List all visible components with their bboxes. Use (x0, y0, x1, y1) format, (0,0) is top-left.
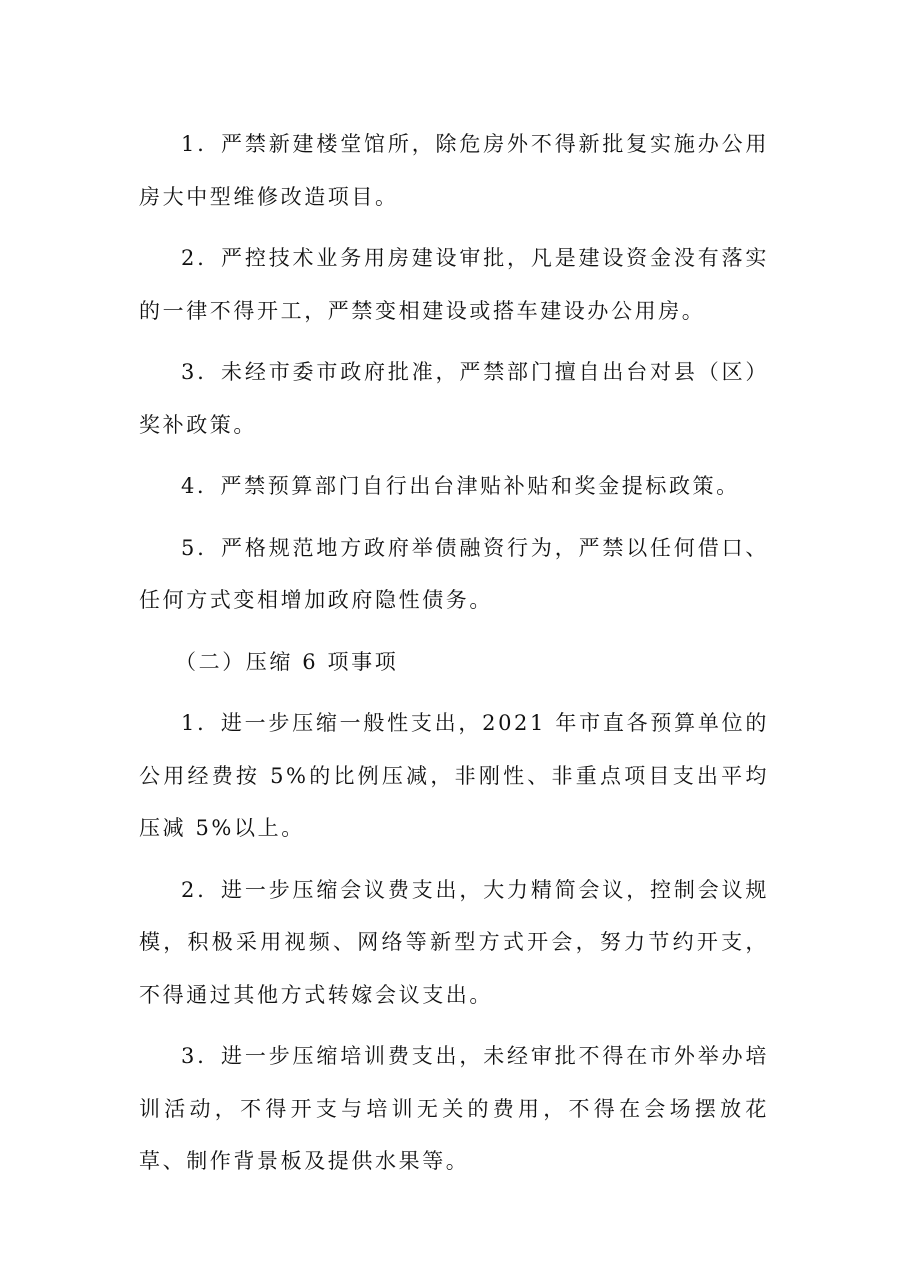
paragraph-training-expenses: 3．进一步压缩培训费支出，未经审批不得在市外举办培训活动，不得开支与培训无关的费用，不得在会场摆放花草、制作背景板及提供水果等。 (139, 1044, 769, 1173)
paragraph-government-debt: 5．严格规范地方政府举债融资行为，严禁以任何借口、任何方式变相增加政府隐性债务。 (139, 535, 769, 612)
paragraph-county-subsidy-policy: 3．未经市委市政府批准，严禁部门擅自出台对县（区）奖补政策。 (139, 360, 769, 437)
document-body (139, 118, 769, 1197)
paragraph-allowance-policy: 4．严禁预算部门自行出台津贴补贴和奖金提标政策。 (181, 474, 740, 498)
paragraph-meeting-expenses: 2．进一步压缩会议费支出，大力精简会议，控制会议规模，积极采用视频、网络等新型方式开会，努力节约开支，不得通过其他方式转嫁会议支出。 (139, 877, 769, 1007)
paragraph-general-expenditure: 1．进一步压缩一般性支出，2021 年市直各预算单位的公用经费按 5%的比例压减，非刚性、非重点项目支出平均压减 5%以上。 (139, 711, 769, 840)
section-heading-compress-items: （二）压缩 6 项事项 (175, 649, 399, 674)
paragraph-ban-new-buildings: 1．严禁新建楼堂馆所，除危房外不得新批复实施办公用房大中型维修改造项目。 (139, 132, 769, 209)
paragraph-control-technical-housing: 2．严控技术业务用房建设审批，凡是建设资金没有落实的一律不得开工，严禁变相建设或搭车建设办公用房。 (139, 246, 769, 323)
